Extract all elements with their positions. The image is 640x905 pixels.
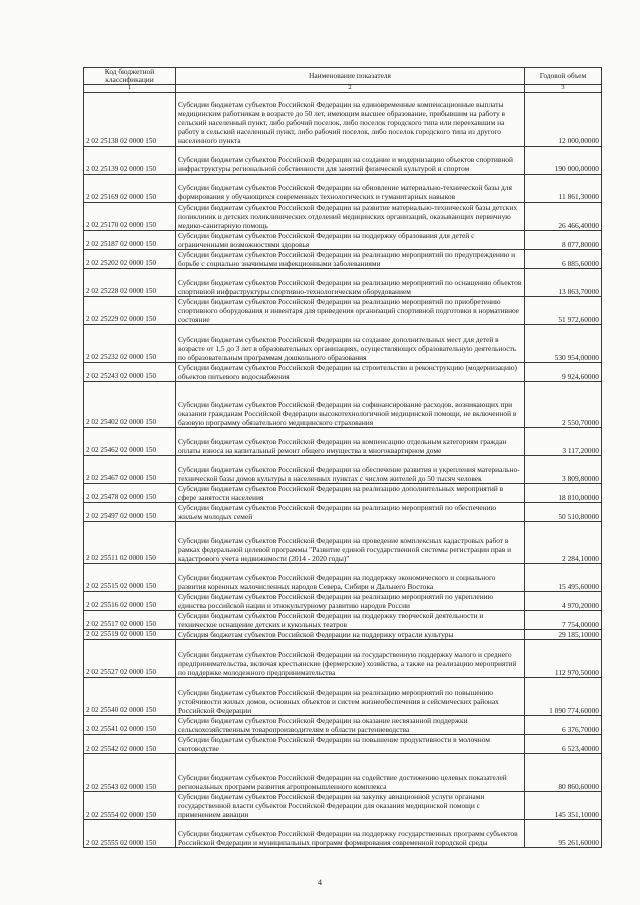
- table-row: [84, 230, 602, 249]
- row-name: Субсидии бюджетам субъектов Российской Федерации на поддержку государственных программ субъектов Российской Федерации и муниципальных программ формирования современной городской среды: [176, 820, 525, 848]
- row-name: Субсидии бюджетам субъектов Российской Федерации на оказание несвязанной поддержки сельскохозяйственным товаропроизводителям в области растениеводства: [176, 716, 525, 735]
- row-name: Субсидии бюджетам субъектов Российской Федерации на реализацию мероприятий по приобретению спортивного оборудования и инвентаря для приведения организаций спортивной подготовки в нормативное состояние: [176, 296, 525, 324]
- row-amount: 13 863,70000: [525, 268, 602, 296]
- row-code: 2 02 25228 02 0000 150: [84, 268, 176, 296]
- row-amount: 7 754,00000: [525, 611, 602, 630]
- table-column-numbers-row: [84, 85, 602, 93]
- row-code: 2 02 25169 02 0000 150: [84, 174, 176, 202]
- row-code: 2 02 25511 02 0000 150: [84, 522, 176, 564]
- row-amount: 2 550,70000: [525, 381, 602, 427]
- table-row: [84, 502, 602, 521]
- row-amount: 6 523,40000: [525, 735, 602, 754]
- table-row: [84, 92, 602, 146]
- table-row: [84, 268, 602, 296]
- row-name: Субсидии бюджетам субъектов Российской Федерации на поддержку образования для детей с ограниченными возможностями здоровья: [176, 230, 525, 249]
- row-code: 2 02 25542 02 0000 150: [84, 735, 176, 754]
- row-amount: 112 970,50000: [525, 640, 602, 678]
- row-amount: 4 970,20000: [525, 592, 602, 611]
- row-name: Субсидии бюджетам субъектов Российской Федерации на строительство и реконструкцию (модернизацию) объектов питьевого водоснабжения: [176, 362, 525, 381]
- table-row: [84, 792, 602, 820]
- row-amount: 26 466,40000: [525, 202, 602, 230]
- table-row: [84, 202, 602, 230]
- row-amount: 51 972,60000: [525, 296, 602, 324]
- table-row: [84, 592, 602, 611]
- row-name: Субсидии бюджетам субъектов Российской Федерации на проведение комплексных кадастровых работ в рамках федеральной целевой программы "Развитие единой государственной системы регистрации прав и кадастрового учета недвижимости (2014 - 2020 годы)": [176, 522, 525, 564]
- row-name: Субсидии бюджетам субъектов Российской Федерации на создание и модернизацию объектов спортивной инфраструктуры региональной собственности для занятий физической культурой и спортом: [176, 146, 525, 174]
- row-amount: 6 376,70000: [525, 716, 602, 735]
- row-amount: 95 261,60000: [525, 820, 602, 848]
- row-code: 2 02 25138 02 0000 150: [84, 92, 176, 146]
- table-row: [84, 678, 602, 716]
- table-row: [84, 820, 602, 848]
- table-row: [84, 611, 602, 630]
- row-name: Субсидии бюджетам субъектов Российской Федерации на развитие материально-технической базы детских поликлиник и детских поликлинических отделений медицинских организаций, оказывающих первичную медико-санитарную помощь: [176, 202, 525, 230]
- row-code: 2 02 25462 02 0000 150: [84, 427, 176, 455]
- table-row: [84, 716, 602, 735]
- row-code: 2 02 25515 02 0000 150: [84, 564, 176, 592]
- table-row: [84, 522, 602, 564]
- row-name: Субсидии бюджетам субъектов Российской Федерации на государственную поддержку малого и среднего предпринимательства, включая крестьянские (фермерские) хозяйства, а также на реализацию мероприятий по поддержке молодежного предпринимательства: [176, 640, 525, 678]
- row-name: Субсидии бюджетам субъектов Российской Федерации на единовременные компенсационные выплаты медицинским работникам в возрасте до 50 лет, имеющим высшее образование, прибывшим на работу в сельский населенный пункт, либо рабочий поселок, либо поселок городского типа или переехавшим на работу в сельский населенный пункт, либо рабочий поселок, либо поселок городского типа из другого населенного пункта: [176, 92, 525, 146]
- header-name: Наименование показателя: [176, 68, 525, 85]
- row-code: 2 02 25516 02 0000 150: [84, 592, 176, 611]
- row-amount: 80 860,60000: [525, 754, 602, 792]
- row-amount: 530 954,00000: [525, 324, 602, 362]
- table-row: [84, 754, 602, 792]
- row-code: 2 02 25243 02 0000 150: [84, 362, 176, 381]
- header-code: Код бюджетной классификации: [84, 68, 176, 85]
- row-name: Субсидии бюджетам субъектов Российской Федерации на создание дополнительных мест для детей в возрасте от 1,5 до 3 лет в образовательных организациях, осуществляющих образовательную деятельность по образовательным программам дошкольного образования: [176, 324, 525, 362]
- row-name: Субсидии бюджетам субъектов Российской Федерации на закупку авиационной услуги органами государственной власти субъектов Российской Федерации для оказания медицинской помощи с применением авиации: [176, 792, 525, 820]
- row-code: 2 02 25229 02 0000 150: [84, 296, 176, 324]
- table-row: [84, 427, 602, 455]
- row-amount: 145 351,10000: [525, 792, 602, 820]
- table-header-row: [84, 68, 602, 85]
- row-code: 2 02 25467 02 0000 150: [84, 455, 176, 483]
- row-code: 2 02 25541 02 0000 150: [84, 716, 176, 735]
- row-name: Субсидии бюджетам субъектов Российской Федерации на реализацию мероприятий по оснащению объектов спортивной инфраструктуры спортивно-технологическим оборудованием: [176, 268, 525, 296]
- budget-table: [83, 67, 602, 848]
- table-row: [84, 296, 602, 324]
- column-number: 1: [84, 85, 176, 93]
- row-code: 2 02 25478 02 0000 150: [84, 483, 176, 502]
- table-row: [84, 735, 602, 754]
- table-row: [84, 249, 602, 268]
- row-name: Субсидии бюджетам субъектов Российской Федерации на реализацию мероприятий по укреплению единства российской нации и этнокультурному развитию народов России: [176, 592, 525, 611]
- table-row: [84, 455, 602, 483]
- row-code: 2 02 25527 02 0000 150: [84, 640, 176, 678]
- row-name: Субсидия бюджетам субъектов Российской Федерации на поддержку отрасли культуры: [176, 630, 525, 640]
- table-row: [84, 630, 602, 640]
- row-amount: 3 117,20000: [525, 427, 602, 455]
- row-code: 2 02 25517 02 0000 150: [84, 611, 176, 630]
- row-amount: 18 810,00000: [525, 483, 602, 502]
- table-row: [84, 362, 602, 381]
- column-number: 3: [525, 85, 602, 93]
- row-amount: 2 284,10000: [525, 522, 602, 564]
- row-name: Субсидии бюджетам субъектов Российской Федерации на поддержку творческой деятельности и техническое оснащение детских и кукольных театров: [176, 611, 525, 630]
- page-number: 4: [318, 878, 322, 887]
- row-code: 2 02 25543 02 0000 150: [84, 754, 176, 792]
- header-amount: Годовой объем: [525, 68, 602, 85]
- row-name: Субсидии бюджетам субъектов Российской Федерации на поддержку экономического и социального развития коренных малочисленных народов Севера, Сибири и Дальнего Востока: [176, 564, 525, 592]
- row-code: 2 02 25187 02 0000 150: [84, 230, 176, 249]
- row-name: Субсидии бюджетам субъектов Российской Федерации на реализацию мероприятий по обеспечению жильем молодых семей: [176, 502, 525, 521]
- row-name: Субсидии бюджетам субъектов Российской Федерации на обновление материально-технической базы для формирования у обучающихся современных технологических и гуманитарных навыков: [176, 174, 525, 202]
- row-amount: 8 077,80000: [525, 230, 602, 249]
- row-amount: 15 495,60000: [525, 564, 602, 592]
- row-name: Субсидии бюджетам субъектов Российской Федерации на реализацию дополнительных мероприятий в сфере занятости населения: [176, 483, 525, 502]
- row-name: Субсидии бюджетам субъектов Российской Федерации на обеспечение развития и укрепления материально-технической базы домов культуры в населенных пунктах с числом жителей до 50 тысяч человек: [176, 455, 525, 483]
- row-name: Субсидии бюджетам субъектов Российской Федерации на содействие достижению целевых показателей региональных программ развития агропромышленного комплекса: [176, 754, 525, 792]
- row-name: Субсидии бюджетам субъектов Российской Федерации на софинансирование расходов, возникающих при оказании гражданам Российской Федерации высокотехнологичной медицинской помощи, не включенной в базовую программу обязательного медицинского страхования: [176, 381, 525, 427]
- row-amount: 12 000,00000: [525, 92, 602, 146]
- table-row: [84, 640, 602, 678]
- row-code: 2 02 25402 02 0000 150: [84, 381, 176, 427]
- row-amount: 3 809,80000: [525, 455, 602, 483]
- table-row: [84, 381, 602, 427]
- table-row: [84, 564, 602, 592]
- row-amount: 11 861,30000: [525, 174, 602, 202]
- row-amount: 29 185,10000: [525, 630, 602, 640]
- row-amount: 50 510,80000: [525, 502, 602, 521]
- row-code: 2 02 25540 02 0000 150: [84, 678, 176, 716]
- row-name: Субсидии бюджетам субъектов Российской Федерации на компенсацию отдельным категориям граждан оплаты взноса на капитальный ремонт общего имущества в многоквартирном доме: [176, 427, 525, 455]
- row-code: 2 02 25139 02 0000 150: [84, 146, 176, 174]
- table-row: [84, 483, 602, 502]
- row-amount: 6 885,60000: [525, 249, 602, 268]
- table-row: [84, 146, 602, 174]
- row-name: Субсидии бюджетам субъектов Российской Федерации на повышение продуктивности в молочном скотоводстве: [176, 735, 525, 754]
- row-name: Субсидии бюджетам субъектов Российской Федерации на реализацию мероприятий по повышению устойчивости жилых домов, основных объектов и систем жизнеобеспечения в сейсмических районах Российской Федерации: [176, 678, 525, 716]
- row-code: 2 02 25554 02 0000 150: [84, 792, 176, 820]
- row-amount: 9 924,60000: [525, 362, 602, 381]
- row-code: 2 02 25170 02 0000 150: [84, 202, 176, 230]
- row-code: 2 02 25519 02 0000 150: [84, 630, 176, 640]
- row-amount: 1 090 774,60000: [525, 678, 602, 716]
- column-number: 2: [176, 85, 525, 93]
- row-code: 2 02 25202 02 0000 150: [84, 249, 176, 268]
- table-row: [84, 324, 602, 362]
- table-row: [84, 174, 602, 202]
- row-amount: 190 000,00000: [525, 146, 602, 174]
- row-code: 2 02 25555 02 0000 150: [84, 820, 176, 848]
- row-name: Субсидии бюджетам субъектов Российской Федерации на реализацию мероприятий по предупреждению и борьбе с социально значимыми инфекционными заболеваниями: [176, 249, 525, 268]
- row-code: 2 02 25232 02 0000 150: [84, 324, 176, 362]
- row-code: 2 02 25497 02 0000 150: [84, 502, 176, 521]
